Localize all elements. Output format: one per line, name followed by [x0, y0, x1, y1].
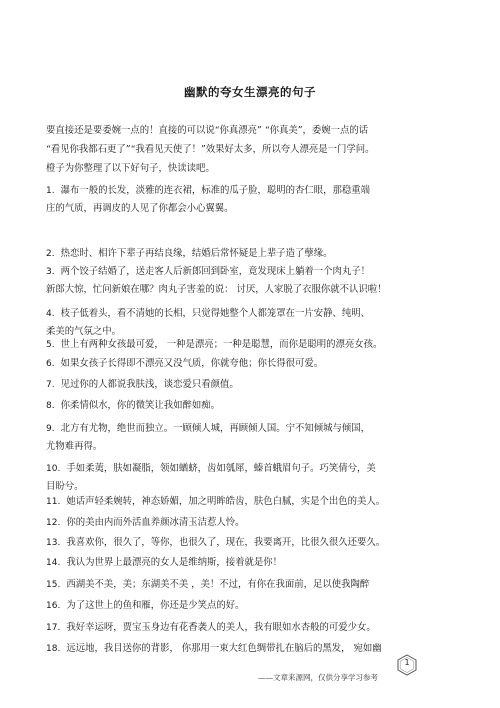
list-item — [46, 245, 458, 263]
list-item — [46, 597, 458, 615]
list-item — [46, 336, 458, 354]
page-number-badge — [396, 654, 418, 676]
list-item — [46, 554, 458, 572]
item-text: 她话声轻柔婉转，神态娇媚，加之明眸皓齿，肤色白腻，实是个出色的美人。 — [66, 496, 386, 507]
list-item — [46, 534, 458, 552]
item-text: 我认为世界上最漂亮的女人是维纳斯，接着就是你！ — [66, 557, 282, 568]
list-item — [46, 355, 458, 373]
item-text: 西湖美不美，美；东湖美不美 ，美！不过，有你在我面前，足以使我陶醉 — [66, 579, 370, 590]
item-number: 16. — [46, 601, 61, 611]
item-text: 柔美的气氛之中。 — [46, 326, 122, 337]
item-number: 15. — [46, 580, 61, 590]
item-number: 9. — [46, 424, 55, 434]
item-number: 8. — [46, 401, 55, 411]
list-item — [46, 619, 458, 637]
list-item — [46, 397, 458, 415]
item-text: 瀑布一般的长发，淡雅的连衣裙，标准的瓜子脸，聪明的杏仁眼，那稳重端 — [60, 185, 370, 196]
item-text: 目盼兮。 — [46, 481, 84, 492]
list-item — [46, 305, 458, 323]
item-text: 你柔情似水，你的微笑让我如醉如痴。 — [60, 400, 220, 411]
list-item — [46, 438, 458, 456]
item-number: 17. — [46, 623, 61, 633]
item-text: 我喜欢你，很久了，等你，也很久了，现在，我要离开，比很久很久还要久。 — [66, 537, 386, 548]
item-text: 庄的气质，再调皮的人见了你都会小心翼翼。 — [46, 203, 234, 214]
item-number: 10. — [46, 464, 61, 474]
item-text: 见过你的人都说我肤浅，谈恋爱只看颜值。 — [60, 379, 239, 390]
item-number: 1. — [46, 186, 55, 196]
item-number: 14. — [46, 558, 61, 568]
item-number: 2. — [46, 249, 55, 259]
list-item — [46, 576, 458, 594]
item-text: 为了这世上的鱼和雁，你还是少笑点的好。 — [66, 600, 245, 611]
intro-line: 要直接还是要委婉一点的！直接的可以说“你真漂亮” “你真美”，委婉一点的话 — [46, 125, 369, 136]
item-text: 手如柔荑，肤如凝脂，领如蝤蛴，齿如瓠犀，螓首蛾眉句子。巧笑倩兮，美 — [66, 463, 376, 474]
list-item — [46, 200, 458, 218]
intro-line: “看见你我都石更了”“我看见天使了！”效果好太多，所以夸人漂亮是一门学问。 — [46, 144, 375, 155]
document-title: 幽默的夸女生漂亮的句子 — [184, 85, 316, 99]
item-text: 世上有两种女孩最可爱， 一种是漂亮；一种是聪慧，而你是聪明的漂亮女孩。 — [60, 339, 383, 350]
intro-paragraph — [46, 121, 458, 178]
item-text: 新郎大惊，忙问新娘在哪？肉丸子害羞的说： 讨厌，人家脱了衣服你就不认识啦！ — [46, 284, 387, 295]
item-number: 11. — [46, 497, 61, 507]
item-text: 尤物难再得。 — [46, 441, 103, 452]
list-item — [46, 514, 458, 532]
footer-note: ——文章来源网，仅供分享学习参考 — [258, 673, 378, 682]
item-number: 12. — [46, 518, 61, 528]
item-number: 4. — [46, 309, 55, 319]
item-number: 6. — [46, 359, 55, 369]
page-number: 1 — [404, 658, 410, 667]
item-text: 你的美由内而外活血养颜冰清玉洁惹人怜。 — [66, 517, 245, 528]
list-item — [46, 263, 458, 281]
item-text: 热恋时、相许下辈子再结良缘，结婚后常怀疑是上辈子造了孽缘。 — [60, 248, 333, 259]
list-item — [46, 460, 458, 478]
item-number: 5. — [46, 340, 55, 350]
item-text: 我好幸运呀，贾宝玉身边有花香袭人的美人，我有眼如水杏般的可爱少女。 — [66, 622, 376, 633]
item-number: 3. — [46, 267, 55, 277]
item-text: 远远地，我目送你的背影， 你那用一束大红色绸带扎在脑后的黑发， 宛如幽 — [66, 643, 382, 654]
list-item — [46, 376, 458, 394]
item-number: 13. — [46, 538, 61, 548]
item-text: 两个饺子结婚了，送走客人后新郎回到卧室，竟发现床上躺着一个肉丸子！ — [60, 266, 370, 277]
item-number: 18. — [46, 644, 61, 654]
item-number: 7. — [46, 380, 55, 390]
list-item — [46, 182, 458, 200]
item-text: 枝子低着头，看不清她的长相，只觉得她整个人都笼罩在一片安静、纯明、 — [60, 308, 370, 319]
list-item — [46, 420, 458, 438]
item-text: 北方有尤物，绝世而独立。一顾倾人城，再顾倾人国。宁不知倾城与倾国， — [60, 423, 370, 434]
intro-line: 橙子为你整理了以下好句子，快读读吧。 — [46, 163, 215, 174]
list-item — [46, 281, 458, 299]
item-text: 如果女孩子长得即不漂亮又没气质，你就夸他；你长得很可爱。 — [60, 358, 324, 369]
list-item — [46, 493, 458, 511]
